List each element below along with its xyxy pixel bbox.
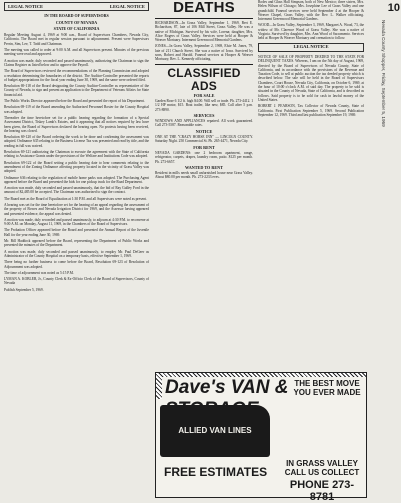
deaths-title: DEATHS	[173, 0, 235, 16]
minutes-paragraph: Resolution 69-122 of the Board setting a public hearing date to hear comments relating to the amendment of the Zoning Ordinance affecting property located in the vicinity of Grass Valley was adopted.	[4, 160, 149, 174]
obituary-paragraph: WOOD—In Grass Valley, September 3, 1969, Margaret A. Wood, 73, the widow of Mr. Clarence Wood of Grass Valley. She was a native of Virginia. Survived by daughter, Mrs. Ann Wood of Sacramento. Services held at Hooper & Weaver Mortuary and cremation to follow.	[258, 23, 364, 41]
minutes-paragraph: The meeting was called to order at 9:00 A.M. and all Supervisors present. Minutes of the previous meeting were read and approved.	[4, 48, 149, 57]
minutes-paragraph: Resolution 69-119 of the Board amending the Authorized Personnel Roster for the County Hospital was adopted.	[4, 105, 149, 114]
wanted-heading: WANTED TO RENT	[184, 164, 223, 170]
minutes-paragraph: Resolution 69-121 authorizing the Chairman to execute the agreement with the State of California relating to Assistance Grants under the provisions of the Welfare and Institutions Code was adopted.	[4, 150, 149, 159]
page-number: 10	[387, 2, 400, 14]
ad-tagline: THE BEST MOVE YOU EVER MADE	[293, 379, 361, 397]
tax-sale-notice: NOTICE OF SALE OF PROPERTY DEEDED TO THE STATE FOR DELINQUENT TAXES. Whereas, I am on the 5th day of August, 1969, directed by the Board of Supervisors of Nevada County, State of California, and in accordance with the provisions of the Revenue and Taxation Code, to sell at public auction the tax deeded property which is described below. The sale will be held in the Board of Supervisors Chambers, Court House, Nevada City, California, on October 6, 1969, at the hour of 10:00 o'clock A.M. of said day. The property to be sold is situated in the County of Nevada, State of California, and is described as follows. Said property is to be sold for cash in lawful money of the United States.	[258, 54, 364, 102]
legal-notice-header: LEGAL NOTICE	[258, 43, 364, 52]
board-minutes-column	[4, 0, 149, 500]
minutes-paragraph: The Board met as the Board of Equalization at 1:30 P.M. and all Supervisors were noted as present.	[4, 196, 147, 201]
for-sale-heading: FOR SALE	[193, 92, 215, 98]
minutes-paragraph: Mr. Bill Haddock appeared before the Board, representing the Department of Public Works and presented the minutes of the Department.	[4, 239, 149, 248]
free-estimates: FREE ESTIMATES	[164, 465, 268, 479]
divider	[155, 64, 253, 65]
minutes-paragraph: A motion was made, duly seconded and passed unanimously, to adjourn at 4:30 P.M. to reconvene at 9:00 A.M. on Monday, August 11, 1969, in the Chambers of the Board of Supervisors.	[4, 217, 149, 227]
for-sale-text: Garden Rose 6 1/2 ft. high $4.00. Will sell or trade. Ph. 273-4412. 1 1/2 HP motor, $15. Boat trailer, like new, $85. Call after 5 p.m. 273-8890.	[155, 98, 253, 112]
daves-van-storage-ad	[155, 372, 367, 503]
deaths-classifieds-column	[155, 0, 253, 370]
death-notice: RICHARDSON—In Grass Valley, September 1, 1969, Bert E. Richardson, 87, late of 106 Mill Street, Grass Valley. He was a native of Michigan. Survived by his wife, Lorena; daughter, Mrs. Alice Rogers of Grass Valley. Services were held at Hooper & Weaver Mortuary. Interment Greenwood Memorial Gardens.	[155, 21, 253, 43]
minutes-paragraph: A motion was made, duly seconded and passed unanimously, that the bid of Ray Gulley Ford in the amount of $2,485.00 be accepted. The Chairman was authorized to sign the contract.	[4, 186, 149, 195]
minutes-paragraph: Thereafter the time heretofore set for a public hearing regarding the formation of a Special Assessment District, Tiskey Lamb's Estates, and it appearing that all notices required by law have been given, the Board of Supervisors declared the hearing open. No protests having been received, the hearing was closed.	[4, 115, 149, 133]
obituary-paragraph: Rodes and Glass Hall Simpson, both of New Mexico; three sisters, Mrs. Helen Wilson of Chicago; Mrs. Josephine Lee of Grass Valley and one grandchild. Funeral services were held September 4 at the Hooper & Weaver Chapel, Grass Valley, with the Rev. L. Walker officiating. Interment Greenwood Memorial Gardens.	[258, 0, 364, 22]
heading-state: STATE OF CALIFORNIA	[53, 25, 100, 31]
for-rent-text: NEVADA GARDENS: one 2 bedroom apartment, range, refrigerator, carpets, drapes, laundry room, patio. $125 per month. Ph. 273-6657.	[155, 150, 253, 164]
minutes-paragraph: There being no further business to come before the Board, Resolution 69-123 of Resolution of Adjournment was adopted.	[4, 260, 149, 269]
legal-notice-header: LEGAL NOTICE LEGAL NOTICE	[4, 2, 149, 11]
minutes-paragraph: The Public Works Director appeared before the Board and presented the report of his Department.	[4, 99, 145, 104]
minutes-paragraph: The Board of Supervisors reviewed the recommendations of the Planning Commission and adopted a resolution determining the boundaries of the district. The Auditor-Controller presented the reports of budget appropriations for the fiscal year ending June 30, 1969, and the same were ordered filed.	[4, 69, 149, 82]
classified-title: CLASSIFIED ADS	[167, 65, 241, 93]
minutes-paragraph: A motion was made, duly seconded and passed unanimously, to employ Mr. Paul DeGeer as Administrator of the County Hospital on a temporary basis, effective September 1, 1969.	[4, 249, 149, 258]
edge-label: Nevada County Shopper, Friday, September 5, 1969	[381, 20, 386, 127]
notice-text: ONE AT THE "CRAZY HORSE INN" — LINCOLN COUNTY. Saturday Night. 250 Commercial St. Ph. 265-4471, Nevada City.	[155, 135, 253, 144]
clerk-signature: LYMAN A. KOBLER, Jr., County Clerk & Ex-Officio Clerk of the Board of Supervisors, County of Nevada	[4, 277, 149, 286]
minutes-paragraph: Resolution 69-118 of the Board designating the County Auditor-Controller as representative of the County of Nevada, to sign and present an application to the Department of Veterans Affairs for State financial aid.	[4, 84, 149, 97]
deaths-body	[155, 21, 253, 62]
for-rent-heading: FOR RENT	[193, 144, 215, 150]
page-edge	[367, 0, 401, 500]
obituaries-legal-column	[258, 0, 364, 370]
heading-board: IN THE BOARD OF SUPERVISORS	[44, 13, 109, 19]
tax-collector-signature: ROBERT J. PEARSON, Tax Collector of Nevada County, State of California. First Publication September 5, 1969. Second Publication September 12, 1969. Third and last publication September 19, 1969.	[258, 104, 364, 117]
ad-phone: PHONE 273-8781	[289, 479, 355, 503]
minutes-paragraph: The time of adjournment was noted as 5:15 P.M.	[4, 270, 74, 275]
services-heading: SERVICES	[193, 112, 215, 118]
notice-heading: NOTICE	[195, 128, 213, 134]
wanted-text: Resident in mills needs small unfurnished house near Grass Valley. About $80.00 per month. Ph. 273-2233 eves.	[155, 171, 253, 180]
minutes-paragraph: Resolution 69-120 of the Board ordering the work to be done and confirming the assessment was adopted. Ordinance 635 relating to the Business License Tax was presented and read by title, and the reading in full was waived.	[4, 135, 149, 148]
death-notice: JONES—In Grass Valley, September 2, 1969, Elsie M. Jones, 79, late of 211 Church Street. She was a native of Iowa. Survived by sons, Robert and Harold. Funeral services at Hooper & Weaver Mortuary, Rev. L. Kennedy officiating.	[155, 44, 253, 62]
truck-icon: ALLIED VAN LINES	[160, 405, 270, 457]
call-collect: IN GRASS VALLEY CALL US COLLECT	[284, 459, 360, 477]
services-text: WINDOWS AND APPLIANCES repaired. All work guaranteed. Call 273-5587. Reasonable rates.	[155, 119, 253, 128]
ad-brand: Dave's VAN &	[162, 377, 366, 421]
minutes-paragraph: A hearing was set for the time heretofore set for the hearing of an appeal regarding the assessment of the property of Bowes and Nevada Irrigation District for 1969, and the Assessor having appeared and presented evidence, the appeal was denied.	[4, 202, 149, 216]
minutes-paragraph: The Probation Officer appeared before the Board and presented the Annual Report of the Juvenile Hall for the year ending June 30, 1969.	[4, 228, 149, 237]
obituaries-body	[258, 0, 364, 41]
publication-line: Publish September 5, 1969.	[4, 287, 44, 292]
minutes-paragraph: Regular Meeting August 4, 1969 at 9:00 a.m., Board of Supervisors Chambers, Nevada City, California. The Board met in regular session pursuant to adjournment. Present were Supervisors Perrin, Sim, Lee, T. Todd and Chairman.	[4, 33, 149, 46]
divider	[155, 18, 253, 19]
minutes-paragraph: Ordinance 636 relating to the regulation of mobile home parks was adopted. The Purchasing Agent appeared before the Board and presented the bids for one pickup truck for the Road Department.	[4, 175, 149, 184]
minutes-paragraph: A motion was made, duly seconded and passed unanimously, authorizing the Chairman to sign the Claims Register as listed below and to approve the Payroll.	[4, 58, 149, 67]
heading-county: COUNTY OF NEVADA	[55, 19, 98, 25]
minutes-body	[4, 33, 149, 275]
